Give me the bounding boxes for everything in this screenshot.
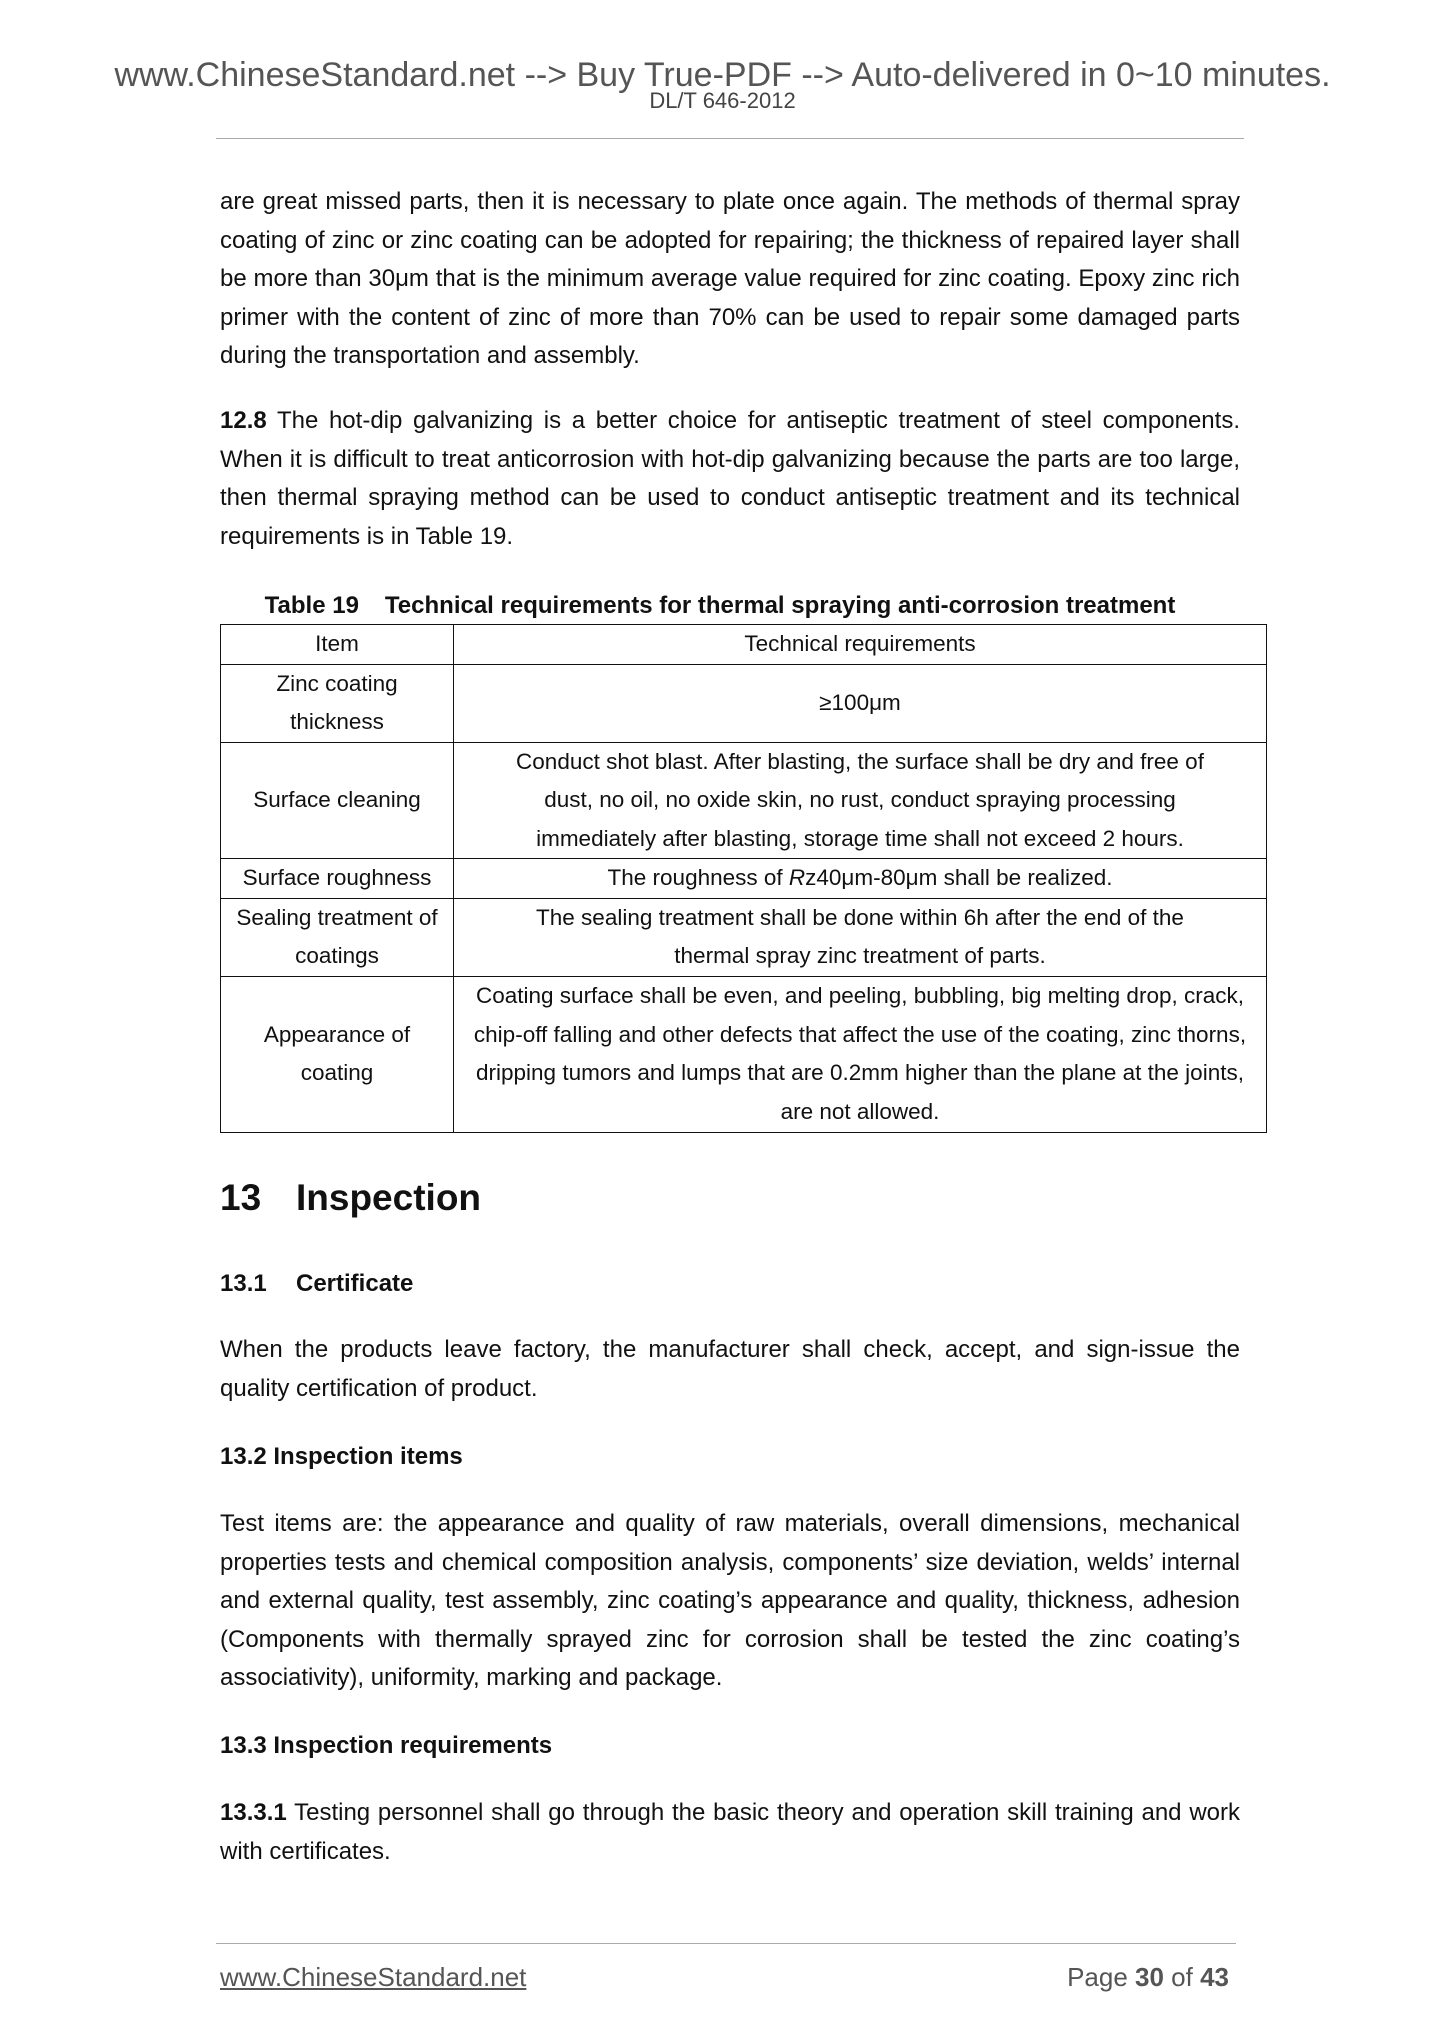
table-row bbox=[221, 859, 1267, 899]
total-pages: 43 bbox=[1200, 1962, 1229, 1992]
subsection-13-3-heading: 13.3 Inspection requirements bbox=[220, 1732, 553, 1759]
clause-13-3-1 bbox=[220, 1794, 1240, 1871]
row-requirement: Conduct shot blast. After blasting, the surface shall be dry and free of dust, no oil, no oxide skin, no rust, conduct spraying processing immediately after blasting, storage time shall not exceed 2 hours. bbox=[454, 742, 1267, 859]
clause-text: Testing personnel shall go through the basic theory and operation skill training and work with certificates. bbox=[220, 1799, 1240, 1865]
section-13-heading bbox=[220, 1176, 481, 1220]
roughness-symbol: R bbox=[788, 865, 806, 890]
footer-site-link[interactable]: www.ChineseStandard.net bbox=[220, 1962, 527, 1992]
paragraph-certificate: When the products leave factory, the manufacturer shall check, accept, and sign-issue the quality certification of product. bbox=[220, 1336, 1240, 1402]
footer-divider bbox=[216, 1943, 1236, 1944]
header-requirements: Technical requirements bbox=[454, 625, 1267, 665]
row-item: Surface cleaning bbox=[221, 742, 454, 859]
subsection-13-1-heading bbox=[220, 1268, 413, 1300]
row-requirement: ≥100μm bbox=[454, 664, 1267, 742]
row-requirement: The sealing treatment shall be done within 6h after the end of the thermal spray zinc treatment of parts. bbox=[454, 898, 1267, 976]
table-row bbox=[221, 898, 1267, 976]
subsection-title: Certificate bbox=[296, 1270, 414, 1297]
clause-number: 13.3.1 bbox=[220, 1799, 287, 1826]
clause-number: 12.8 bbox=[220, 407, 267, 434]
row-item: Appearance of coating bbox=[221, 976, 454, 1132]
row-requirement bbox=[454, 859, 1267, 899]
row-requirement: Coating surface shall be even, and peeling, bubbling, big melting drop, crack, chip-off falling and other defects that affect the use of the coating, zinc thorns, dripping tumors and lumps that are 0.2mm higher than the plane at the joints, are not allowed. bbox=[454, 976, 1267, 1132]
clause-text: The hot-dip galvanizing is a better choice for antiseptic treatment of steel components. When it is difficult to treat anticorrosion with hot-dip galvanizing because the parts are too large, then thermal spraying method can be used to conduct antiseptic treatment and its technical requirements is in Table 19. bbox=[220, 407, 1240, 550]
page-word: Page bbox=[1067, 1962, 1136, 1992]
table-row bbox=[221, 664, 1267, 742]
standard-code: DL/T 646-2012 bbox=[649, 88, 796, 113]
header-item: Item bbox=[221, 625, 454, 665]
section-number: 13 bbox=[220, 1177, 262, 1218]
clause-12-8 bbox=[220, 402, 1240, 556]
current-page: 30 bbox=[1135, 1962, 1164, 1992]
table-row bbox=[221, 976, 1267, 1132]
req-prefix: The roughness of bbox=[607, 865, 789, 890]
of-word: of bbox=[1163, 1962, 1201, 1992]
paragraph-repair: are great missed parts, then it is necessary to plate once again. The methods of thermal spray coating of zinc or zinc coating can be adopted for repairing; the thickness of repaired layer shall be more than 30μm that is the minimum average value required for zinc coating. Epoxy zinc rich primer with the content of zinc of more than 70% can be used to repair some damaged parts during the transportation and assembly. bbox=[220, 188, 1240, 369]
table-title: Technical requirements for thermal spraying anti-corrosion treatment bbox=[384, 592, 1176, 619]
table-header-row bbox=[221, 625, 1267, 665]
paragraph-inspection-items: Test items are: the appearance and quality of raw materials, overall dimensions, mechanical properties tests and chemical composition analysis, components’ size deviation, welds’ internal and external quality, test assembly, zinc coating’s appearance and quality, thickness, adhesion (Components with thermally sprayed zinc for corrosion shall be tested the zinc coating’s associativity), uniformity, marking and package. bbox=[220, 1510, 1240, 1691]
subsection-13-2-heading: 13.2 Inspection items bbox=[220, 1443, 463, 1470]
header-banner[interactable]: www.ChineseStandard.net --> Buy True-PDF --> Auto-delivered in 0~10 minutes. bbox=[114, 56, 1331, 94]
table-19 bbox=[220, 624, 1267, 1133]
req-suffix: z40μm-80μm shall be realized. bbox=[805, 865, 1113, 890]
subsection-number: 13.1 bbox=[220, 1270, 267, 1297]
table-label: Table 19 bbox=[264, 592, 359, 619]
row-item: Sealing treatment of coatings bbox=[221, 898, 454, 976]
section-title: Inspection bbox=[296, 1177, 482, 1218]
table-row bbox=[221, 742, 1267, 859]
page-number bbox=[1067, 1962, 1229, 1993]
row-item: Surface roughness bbox=[221, 859, 454, 899]
row-item: Zinc coating thickness bbox=[221, 664, 454, 742]
header-divider bbox=[216, 138, 1244, 139]
table-caption bbox=[220, 590, 1220, 622]
